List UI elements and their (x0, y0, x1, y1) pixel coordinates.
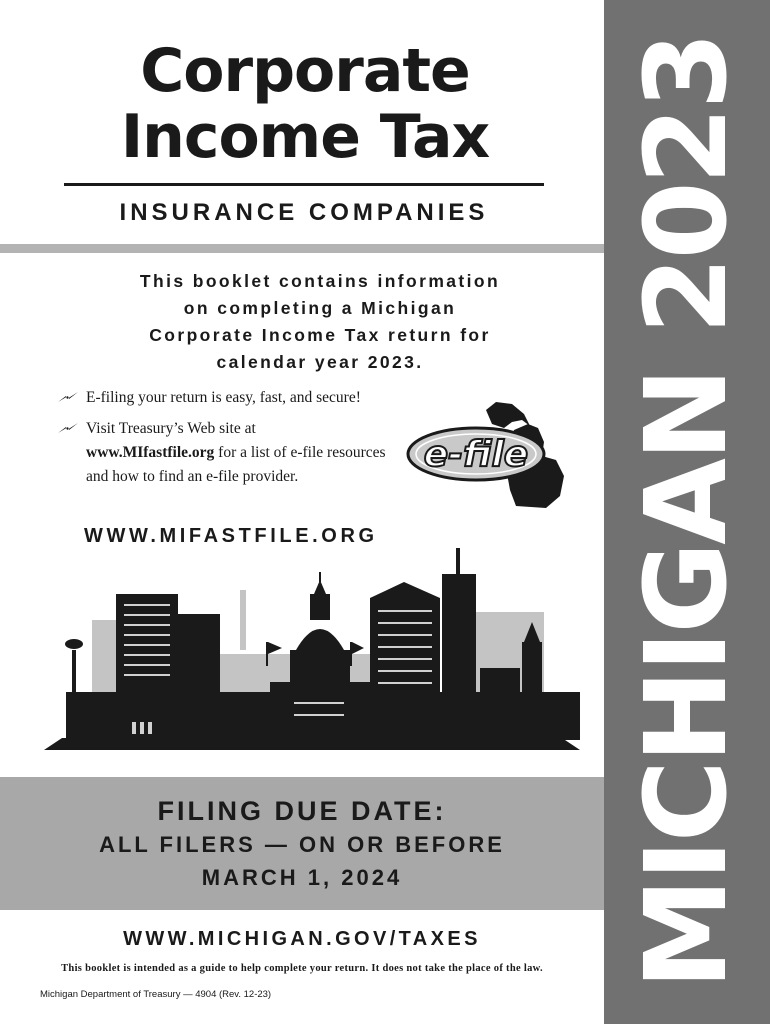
bullet-text-pre: Visit Treasury’s Web site at (86, 420, 256, 437)
efile-logo-text: e-file (423, 434, 529, 475)
bullet-text: E-filing your return is easy, fast, and secure! (86, 389, 361, 406)
due-date-line-2: MARCH 1, 2024 (201, 865, 403, 890)
intro-line-4: calendar year 2023. (216, 352, 424, 372)
bullet-list (56, 386, 396, 496)
page-title (60, 38, 550, 170)
city-skyline-illustration (44, 542, 580, 758)
intro-line-1: This booklet contains information (139, 271, 501, 291)
footer-form-number: Michigan Department of Treasury — 4904 (Rev. 12-23) (40, 989, 272, 1000)
lightning-bolt-icon (56, 420, 80, 436)
michigan-gov-url[interactable]: WWW.MICHIGAN.GOV/TAXES (123, 928, 481, 950)
bullet-item (56, 386, 396, 410)
efile-logo (406, 398, 576, 510)
intro-line-2: on completing a Michigan (183, 298, 457, 318)
subtitle: INSURANCE COMPANIES (119, 199, 489, 226)
bullet-text (86, 417, 386, 489)
bullet-item (56, 417, 396, 489)
intro-text (90, 268, 550, 376)
due-date-title: FILING DUE DATE: (157, 796, 447, 826)
disclaimer: This booklet is intended as a guide to help complete your return. It does not take the place of the law. (61, 963, 543, 974)
lightning-bolt-icon (56, 389, 80, 405)
due-date-line-1: ALL FILERS — ON OR BEFORE (99, 832, 505, 857)
title-line-2: Income Tax (120, 102, 490, 172)
mifastfile-url[interactable]: WWW.MIFASTFILE.ORG (84, 525, 378, 547)
title-line-1: Corporate (140, 36, 470, 106)
side-banner-text: MICHIGAN 2023 (622, 34, 752, 990)
section-divider (0, 244, 604, 253)
mifastfile-link[interactable]: www.MIfastfile.org (86, 444, 215, 461)
intro-line-3: Corporate Income Tax return for (149, 325, 491, 345)
title-divider (64, 183, 544, 186)
bullet-text-post: for a list of e-file resources and how to find an e-file provider. (86, 444, 386, 485)
